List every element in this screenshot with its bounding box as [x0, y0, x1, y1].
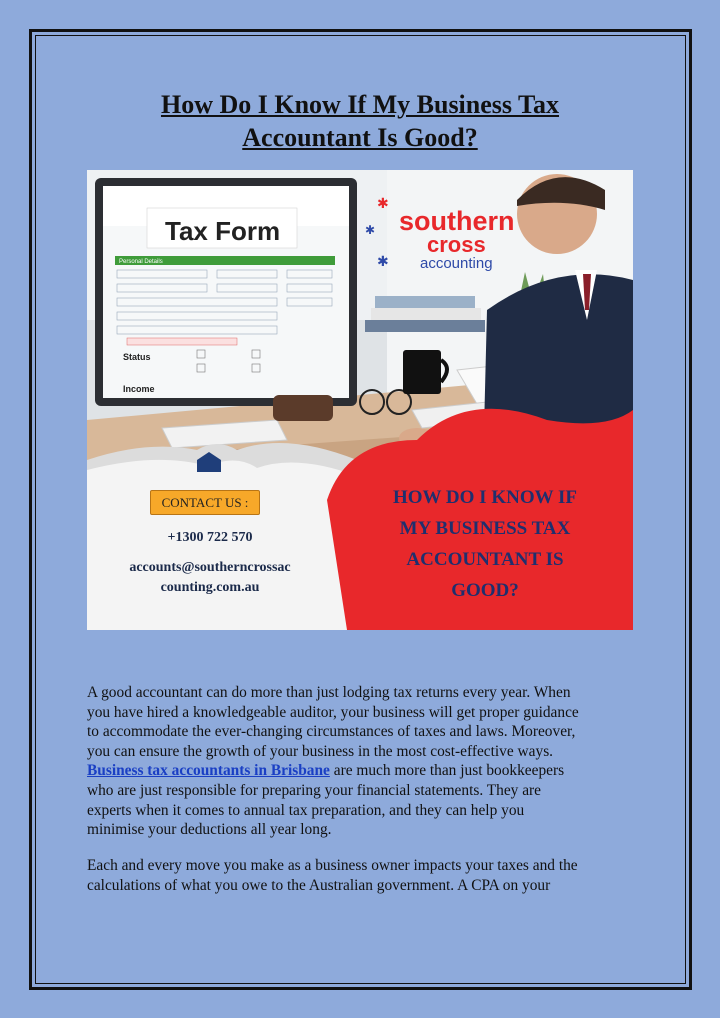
page-title [90, 88, 630, 154]
contact-email [112, 558, 308, 598]
title-line-1: How Do I Know If My Business Tax [160, 90, 560, 119]
hero-headline [360, 482, 610, 606]
p1-after-link: are much more than just bookkeepers [329, 762, 565, 780]
hero-headline-line-2: MY BUSINESS TAX [399, 518, 571, 539]
logo-text-cross: cross [427, 232, 486, 257]
hero-headline-line-3: ACCOUNTANT IS [406, 549, 564, 570]
p1-line-1: A good accountant can do more than just lodging tax returns every year. When [87, 684, 571, 701]
p1-line-2: you have hired a knowledgeable auditor, your business will get proper guidance [87, 703, 579, 721]
title-line-2: Accountant Is Good? [242, 123, 478, 152]
p1-line-4: you can ensure the growth of your business in the most cost-effective ways. [87, 742, 554, 760]
p1-line-7: experts when it comes to annual tax preparation, and they can help you [87, 801, 525, 819]
form-status-label: Status [123, 352, 151, 362]
form-section-label: Personal Details [119, 259, 163, 265]
contact-email-line-2: counting.com.au [160, 580, 260, 595]
logo-text-southern: southern [399, 206, 515, 236]
p2-line-1: Each and every move you make as a business owner impacts your taxes and the [87, 857, 578, 874]
svg-text:✱: ✱ [377, 255, 389, 270]
p2-line-2: calculations of what you owe to the Australian government. A CPA on your [87, 876, 551, 894]
paragraph-1 [87, 683, 647, 840]
paragraph-2 [87, 856, 647, 895]
logo-text-accounting: accounting [420, 255, 493, 272]
p1-line-6: who are just responsible for preparing your financial statements. They are [87, 781, 542, 799]
contact-email-line-1: accounts@southerncrossac [129, 560, 291, 575]
svg-text:✱: ✱ [377, 197, 389, 212]
hero-headline-line-4: GOOD? [451, 580, 519, 601]
p1-line-8: minimise your deductions all year long. [87, 821, 332, 839]
tax-form-label: Tax Form [165, 216, 281, 246]
contact-us-label: CONTACT US : [161, 495, 249, 510]
form-income-label: Income [123, 384, 155, 394]
svg-text:✱: ✱ [365, 223, 376, 237]
contact-phone: +1300 722 570 [167, 530, 253, 545]
hero-image [87, 170, 633, 630]
hero-headline-line-1: HOW DO I KNOW IF [392, 487, 578, 508]
p1-line-3: to accommodate the ever-changing circumstances of taxes and laws. Moreover, [87, 723, 576, 741]
business-tax-accountants-link[interactable]: Business tax accountants in Brisbane [87, 762, 330, 780]
contact-us-box [150, 490, 260, 515]
